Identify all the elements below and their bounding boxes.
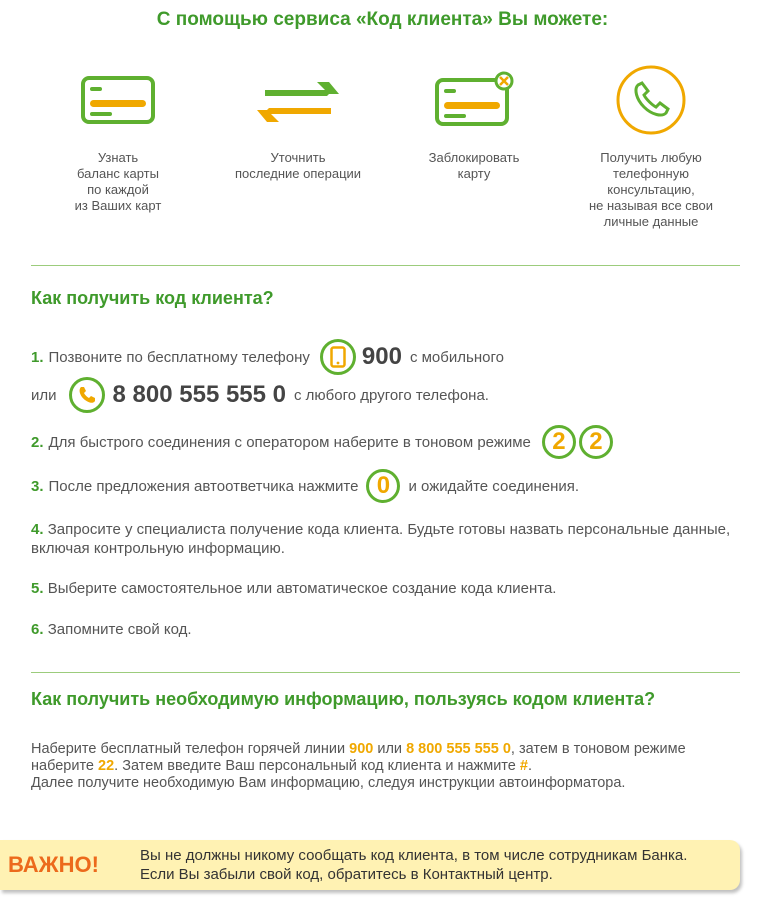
feature-label: Уточнить последние операции: [234, 150, 362, 181]
paragraph-text: Далее получите необходимую Вам информацию, следуя инструкции автоинформатора.: [31, 775, 626, 791]
hash-key: #: [519, 758, 528, 774]
paragraph-text: .: [527, 758, 532, 774]
step-1-alt: [31, 377, 489, 413]
card-icon: [38, 60, 198, 140]
card-block-icon: [394, 60, 554, 140]
step-3: [31, 469, 579, 503]
step-text: Выберите самостоятельное или автоматическое создание кода клиента.: [47, 580, 557, 597]
step-number: 5.: [31, 580, 44, 597]
key-2: 2: [579, 425, 613, 459]
step-number: 2.: [31, 433, 44, 451]
feature-label: Получить любую телефонную консультацию, не называя все свои личные данные: [588, 150, 714, 229]
long-phone-number: 8 800 555 555 0: [112, 381, 287, 408]
step-text: После предложения автоответчика нажмите: [48, 477, 359, 495]
step-1: [31, 339, 504, 375]
hotline-short-number: 900: [349, 741, 374, 757]
feature-balance: [38, 60, 198, 214]
feature-label: Узнать баланс карты по каждой из Ваших карт: [74, 150, 162, 213]
paragraph-text: или: [377, 741, 403, 757]
hotline-long-number: 8 800 555 555 0: [406, 741, 511, 757]
key-0: 0: [366, 469, 400, 503]
page-title: С помощью сервиса «Код клиента» Вы можете:: [156, 9, 609, 30]
tone-code: 22: [98, 758, 115, 774]
short-phone-number: 900: [361, 343, 402, 370]
feature-consultation: [571, 60, 731, 230]
arrows-exchange-icon: [218, 60, 378, 140]
step-text: с любого другого телефона.: [294, 386, 489, 404]
instructions-paragraph: [31, 741, 731, 792]
step-5: [31, 580, 556, 597]
step-text: и ожидайте соединения.: [408, 477, 580, 495]
important-text: [140, 846, 687, 884]
mobile-phone-icon: [320, 339, 356, 375]
paragraph-text: , затем в тоновом режиме наберите: [31, 741, 686, 774]
step-text: Позвоните по бесплатному телефону: [48, 348, 310, 366]
paragraph-text: . Затем введите Ваш персональный код клиента и нажмите: [114, 758, 516, 774]
step-number: 6.: [31, 621, 44, 638]
key-2: 2: [542, 425, 576, 459]
section-heading-use-code: Как получить необходимую информацию, пользуясь кодом клиента?: [31, 689, 656, 709]
step-text: Запомните свой код.: [47, 621, 192, 638]
important-line: Если Вы забыли свой код, обратитесь в Контактный центр.: [140, 866, 553, 883]
step-number: 4.: [31, 521, 44, 538]
important-line: Вы не должны никому сообщать код клиента, в том числе сотрудникам Банка.: [140, 847, 688, 864]
step-text: или: [31, 386, 57, 404]
feature-block-card: [394, 60, 554, 182]
step-text: Запросите у специалиста получение кода клиента. Будьте готовы назвать персональные данные, включая контрольную информацию.: [31, 521, 731, 557]
step-4: [31, 520, 731, 558]
section-heading-get-code: Как получить код клиента?: [31, 288, 274, 308]
phone-icon: [69, 377, 105, 413]
important-notice: [0, 840, 740, 890]
important-label: ВАЖНО!: [8, 852, 99, 877]
feature-operations: [218, 60, 378, 182]
step-number: 3.: [31, 477, 44, 495]
feature-label: Заблокировать карту: [428, 150, 520, 181]
step-number: 1.: [31, 348, 44, 366]
step-text: Для быстрого соединения с оператором наберите в тоновом режиме: [48, 433, 531, 451]
step-2: [31, 425, 613, 459]
divider: [31, 265, 740, 266]
paragraph-text: Наберите бесплатный телефон горячей линии: [31, 741, 346, 757]
step-6: [31, 621, 192, 638]
divider: [31, 672, 740, 673]
phone-circle-icon: [571, 60, 731, 140]
step-text: с мобильного: [409, 348, 504, 366]
